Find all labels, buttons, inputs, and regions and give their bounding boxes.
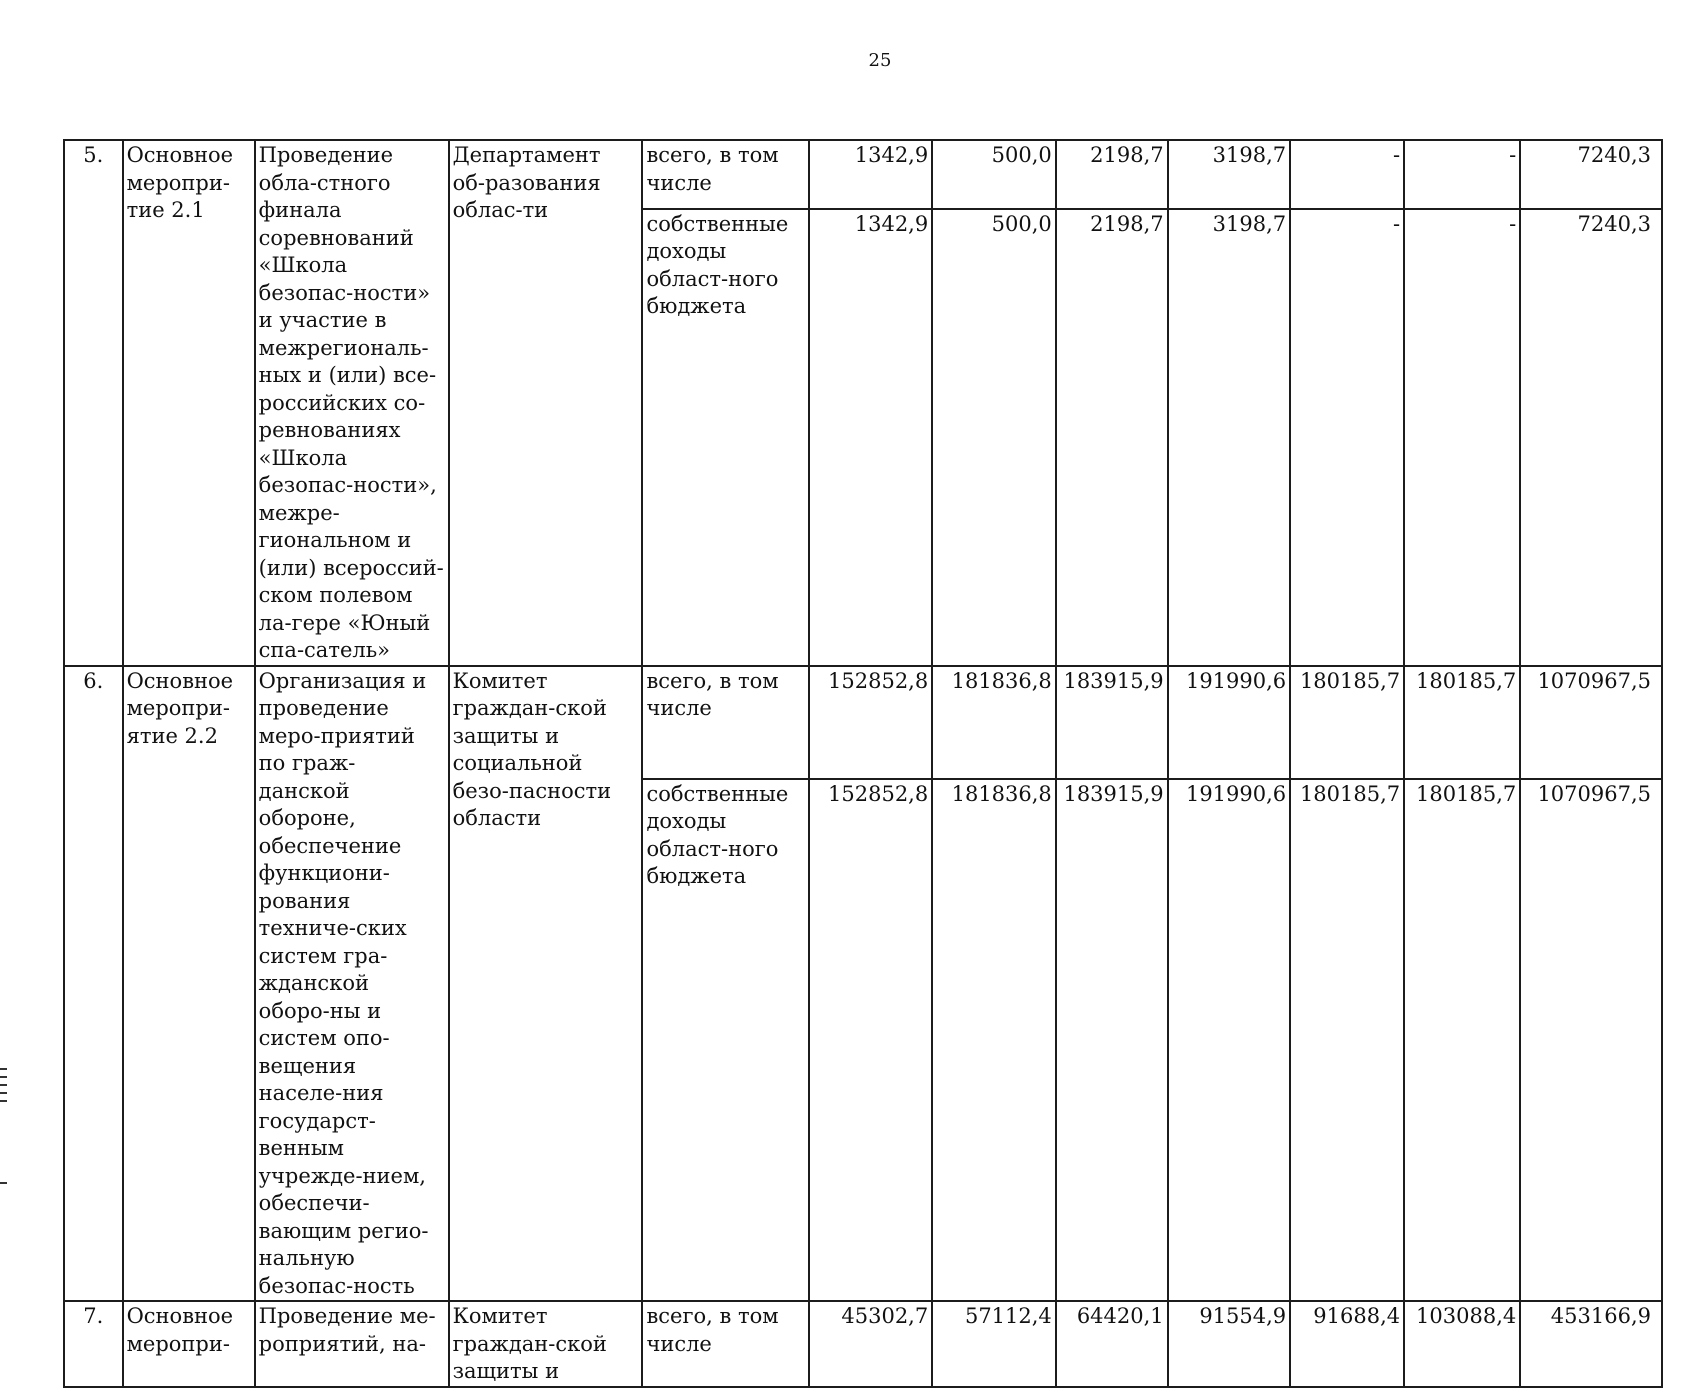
year-value: 152852,8: [809, 666, 933, 779]
year-value: 2198,7: [1056, 140, 1168, 209]
scan-mark: [0, 1076, 7, 1078]
row-number: 7.: [64, 1301, 123, 1387]
row-number: 5.: [64, 140, 123, 666]
year-value: -: [1404, 140, 1520, 209]
year-value: 180185,7: [1290, 779, 1404, 1301]
year-value: -: [1290, 209, 1404, 666]
event-description: Проведение ме-роприятий, на-: [255, 1301, 449, 1387]
year-value: 3198,7: [1168, 209, 1291, 666]
year-value: 180185,7: [1290, 666, 1404, 779]
year-value: 1342,9: [809, 140, 933, 209]
row-number: 6.: [64, 666, 123, 1302]
event-description: Организация и проведение меро-приятий по граж-данской обороне, обеспечение функциони-рования техниче-ских систем гра-жданской оборо-ны и систем опо-вещения населе-ния государст-венным учрежде-нием, обеспечи-вающим регио-нальную безопас-ность: [255, 666, 449, 1302]
scan-mark: [0, 1068, 7, 1070]
event-description: Проведение обла-стного финала соревнований «Школа безопас-ности» и участие в межрегиональ-ных и (или) все-российских со-ревнованиях «Школа безопас-ности», межре-гиональном и (или) всероссий-ском полевом ла-гере «Юный спа-сатель»: [255, 140, 449, 666]
executor: Комитет граждан-ской защиты и: [449, 1301, 643, 1387]
total-value: 7240,3: [1520, 209, 1662, 666]
budget-table: [63, 139, 1663, 1388]
year-value: 57112,4: [932, 1301, 1056, 1387]
year-value: -: [1404, 209, 1520, 666]
year-value: 64420,1: [1056, 1301, 1168, 1387]
event-name: Основное меропри-: [123, 1301, 255, 1387]
year-value: 3198,7: [1168, 140, 1291, 209]
scan-mark: [0, 1084, 7, 1086]
funding-source: собственные доходы област-ного бюджета: [642, 209, 808, 666]
year-value: 91554,9: [1168, 1301, 1291, 1387]
scan-mark: [0, 1092, 7, 1094]
year-value: 500,0: [932, 140, 1056, 209]
table-row: [64, 1301, 1662, 1387]
year-value: 45302,7: [809, 1301, 933, 1387]
year-value: 191990,6: [1168, 666, 1291, 779]
year-value: 91688,4: [1290, 1301, 1404, 1387]
year-value: 103088,4: [1404, 1301, 1520, 1387]
page-number: 25: [868, 50, 892, 71]
funding-source: всего, в том числе: [642, 1301, 808, 1387]
scan-mark: [0, 1100, 7, 1102]
year-value: 500,0: [932, 209, 1056, 666]
year-value: 180185,7: [1404, 666, 1520, 779]
scan-mark: [0, 1182, 7, 1184]
year-value: 180185,7: [1404, 779, 1520, 1301]
year-value: 181836,8: [932, 779, 1056, 1301]
funding-source: собственные доходы област-ного бюджета: [642, 779, 808, 1301]
year-value: 183915,9: [1056, 779, 1168, 1301]
event-name: Основное меропри-ятие 2.2: [123, 666, 255, 1302]
executor: Департамент об-разования облас-ти: [449, 140, 643, 666]
year-value: 183915,9: [1056, 666, 1168, 779]
total-value: 1070967,5: [1520, 666, 1662, 779]
year-value: 152852,8: [809, 779, 933, 1301]
year-value: 191990,6: [1168, 779, 1291, 1301]
executor: Комитет граждан-ской защиты и социальной безо-пасности области: [449, 666, 643, 1302]
year-value: 181836,8: [932, 666, 1056, 779]
total-value: 1070967,5: [1520, 779, 1662, 1301]
year-value: -: [1290, 140, 1404, 209]
funding-source: всего, в том числе: [642, 140, 808, 209]
year-value: 1342,9: [809, 209, 933, 666]
table-row: [64, 666, 1662, 779]
year-value: 2198,7: [1056, 209, 1168, 666]
total-value: 7240,3: [1520, 140, 1662, 209]
total-value: 453166,9: [1520, 1301, 1662, 1387]
table-row: [64, 140, 1662, 209]
funding-source: всего, в том числе: [642, 666, 808, 779]
event-name: Основное меропри-тие 2.1: [123, 140, 255, 666]
